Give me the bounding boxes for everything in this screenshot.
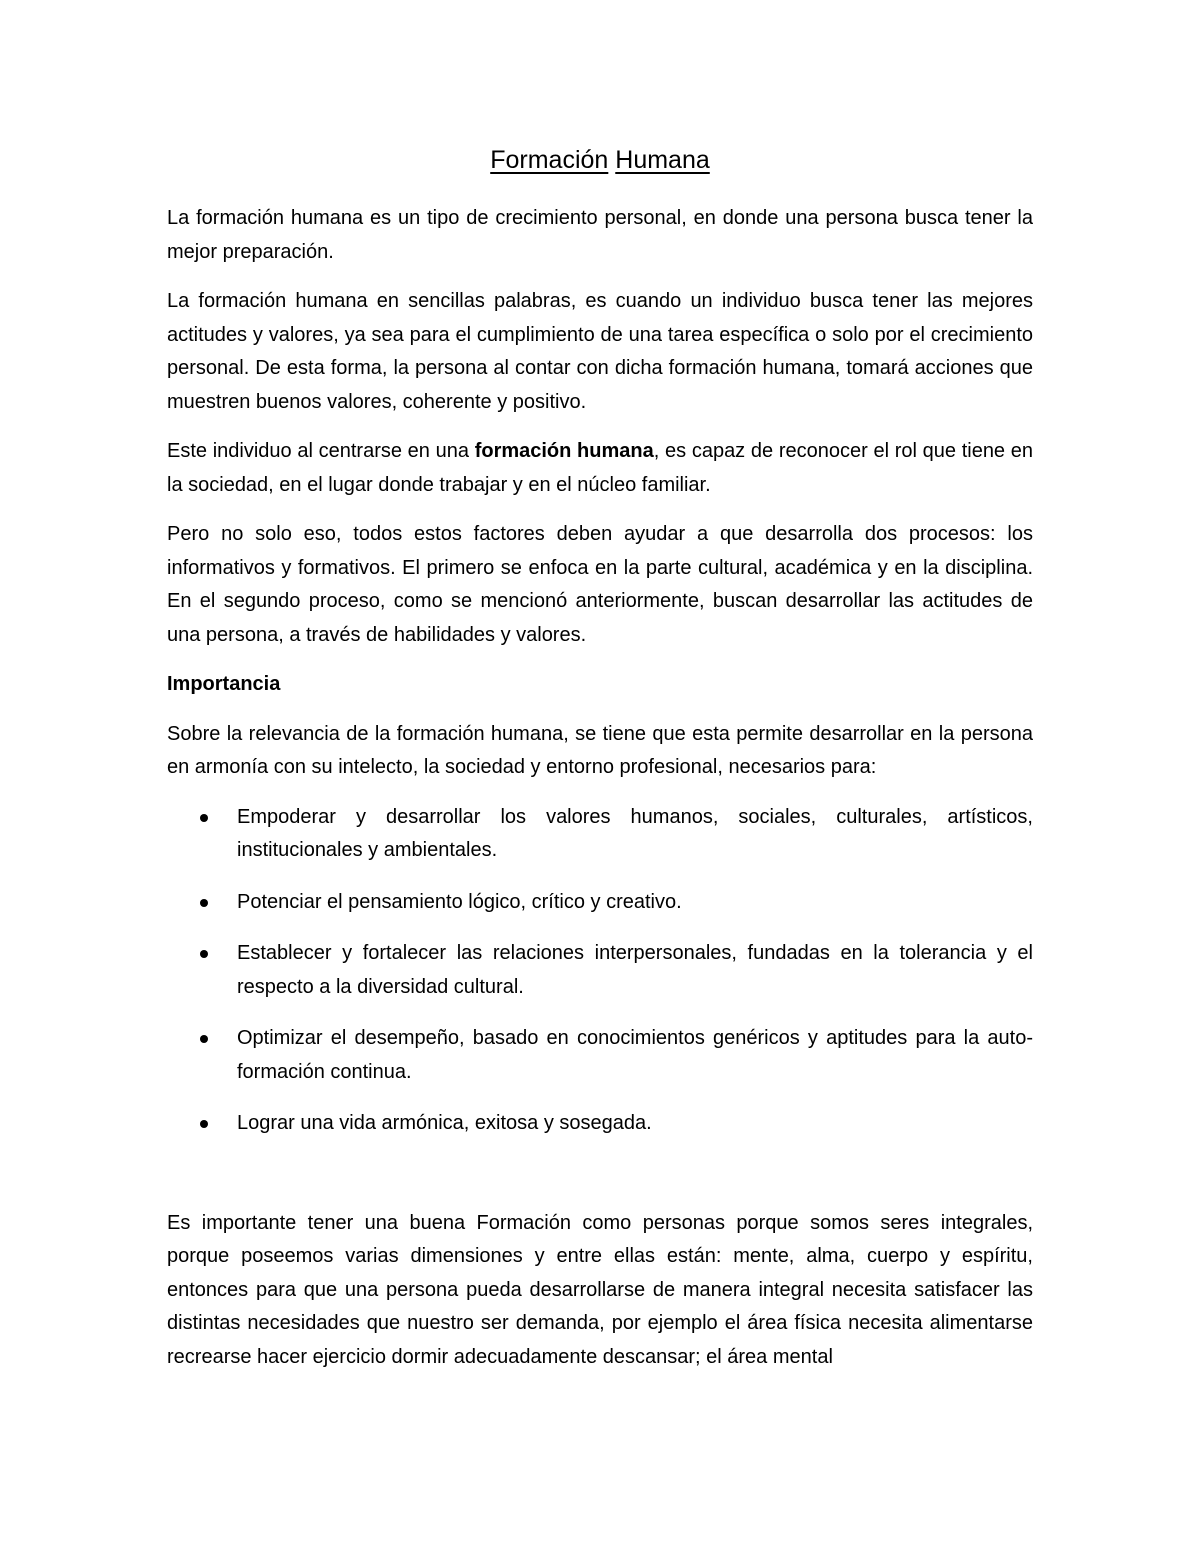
list-item-text: Lograr una vida armónica, exitosa y sosegada. [237,1112,652,1134]
bullet-icon [200,899,208,907]
list-item-text: Establecer y fortalecer las relaciones interpersonales, fundadas en la tolerancia y el respecto a la diversidad cultural. [237,942,1033,998]
bullet-icon [200,1120,208,1128]
title-word-humana: Humana [615,146,710,174]
list-item-text: Optimizar el desempeño, basado en conocimientos genéricos y aptitudes para la auto-formación continua. [237,1027,1033,1083]
paragraph-intro: La formación humana es un tipo de crecimiento personal, en donde una persona busca tener la mejor preparación. [167,207,1033,263]
section-heading-importancia: Importancia [167,673,281,695]
paragraph-processes: Pero no solo eso, todos estos factores deben ayudar a que desarrolla dos procesos: los informativos y formativos. El primero se enfoca en la parte cultural, académica y en la disciplina. En el segundo proceso, como se mencionó anteriormente, buscan desarrollar las actitudes de una persona, a través de habilidades y valores. [167,523,1033,646]
list-item [167,1107,1033,1141]
bullet-icon [200,1035,208,1043]
paragraph-relevance: Sobre la relevancia de la formación humana, se tiene que esta permite desarrollar en la persona en armonía con su intelecto, la sociedad y entorno profesional, necesarios para: [167,722,1033,778]
title-word-formacion: Formación [490,146,609,174]
paragraph-individual [167,435,1033,502]
document-title [167,140,1033,180]
document-page [167,140,1033,1374]
paragraph-definition: La formación humana en sencillas palabras, es cuando un individuo busca tener las mejores actitudes y valores, ya sea para el cumplimiento de una tarea específica o solo por el crecimiento personal. De esta forma, la persona al contar con dicha formación humana, tomará acciones que muestren buenos valores, coherente y positivo. [167,290,1033,413]
bullet-icon [200,814,208,822]
list-item [167,1022,1033,1089]
bullet-list [167,801,1033,1141]
paragraph-individual-start: Este individuo al centrarse en una [167,440,475,462]
list-item [167,937,1033,1004]
bullet-icon [200,950,208,958]
list-item-text: Potenciar el pensamiento lógico, crítico y creativo. [237,890,682,913]
paragraph-individual-end: , es capaz de reconocer el rol que tiene en la sociedad, en el lugar donde trabajar y en el núcleo familiar. [167,440,1033,496]
paragraph-gap [167,1159,1033,1207]
list-item [167,886,1033,920]
paragraph-individual-bold: formación humana [474,440,654,462]
paragraph-closing: Es importante tener una buena Formación como personas porque somos seres integrales, porque poseemos varias dimensiones y entre ellas están: mente, alma, cuerpo y espíritu, entonces para que una persona pueda desarrollarse de manera integral necesita satisfacer las distintas necesidades que nuestro ser demanda, por ejemplo el área física necesita alimentarse recrearse hacer ejercicio dormir adecuadamente descansar; el área mental [167,1211,1033,1368]
list-item-text: Empoderar y desarrollar los valores humanos, sociales, culturales, artísticos, institucionales y ambientales. [237,805,1033,861]
list-item [167,801,1033,868]
